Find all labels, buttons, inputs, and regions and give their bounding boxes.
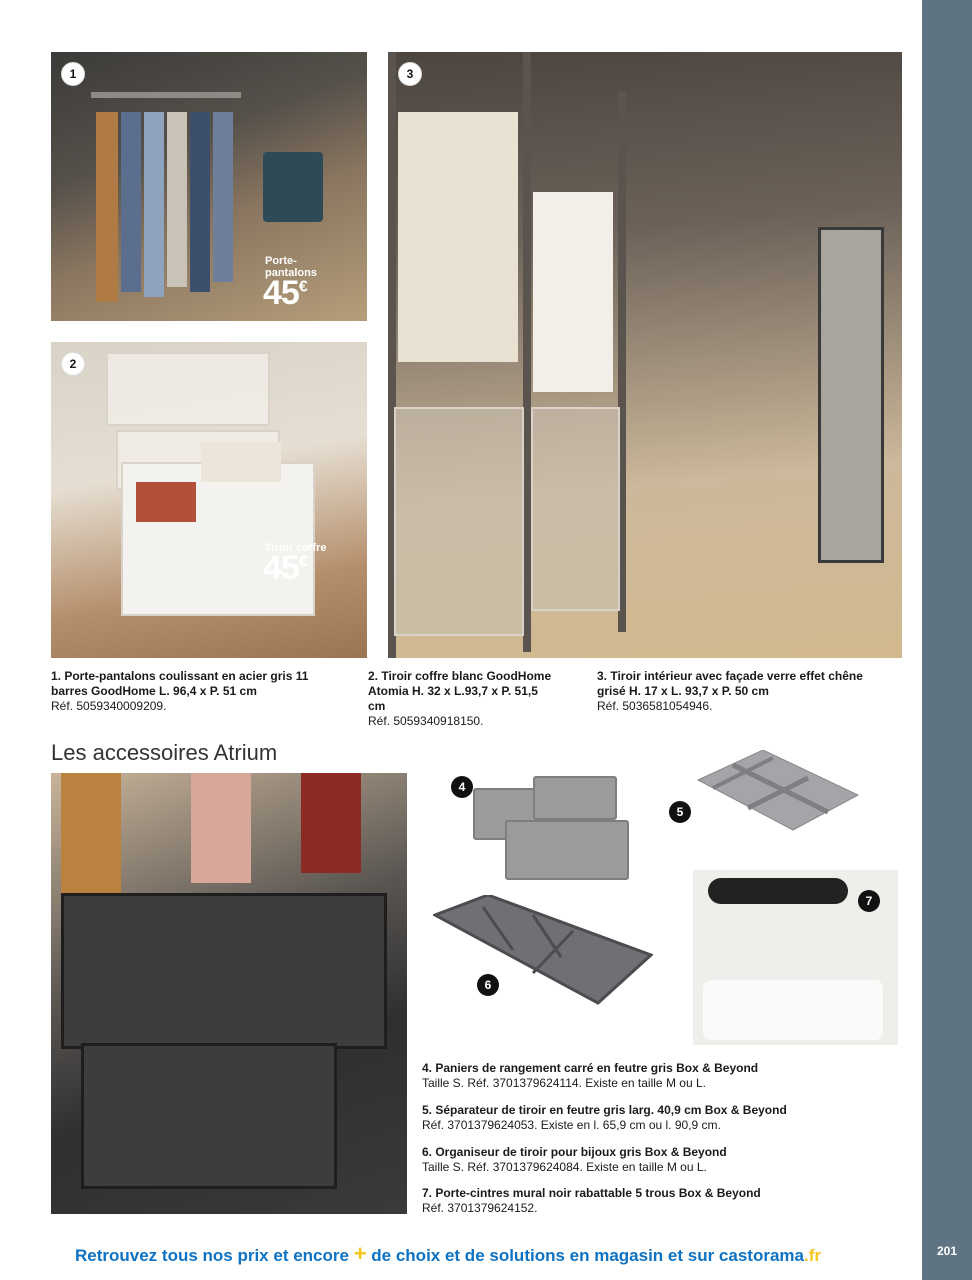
glass-drawers [531, 407, 620, 611]
badge: 3 [398, 62, 422, 86]
jewelry-tray [61, 893, 387, 1049]
divider-shape [693, 750, 863, 840]
caption-4 [422, 1061, 852, 1091]
hanging-clothes [301, 773, 361, 873]
felt-basket [533, 776, 617, 820]
bag [263, 152, 323, 222]
rack-rail [91, 92, 241, 98]
caption-2 [368, 669, 558, 729]
badge: 5 [669, 801, 691, 823]
white-shirts [703, 980, 883, 1040]
caption-ref: Réf. 5059340009209. [51, 699, 167, 713]
trousers [213, 112, 233, 282]
shelf-post [523, 52, 531, 652]
caption-3 [597, 669, 872, 714]
photo-chest-drawer [51, 342, 367, 658]
hanging-clothes [398, 112, 518, 362]
footer-text: de choix et de solutions en magasin et sur castorama [371, 1246, 804, 1265]
trousers [144, 112, 164, 297]
hanging-clothes [61, 773, 121, 893]
caption-6 [422, 1145, 852, 1175]
badge: 2 [61, 352, 85, 376]
trousers [190, 112, 210, 292]
side-band [922, 0, 972, 1280]
folded-fabric [201, 442, 281, 482]
price: 45€ [263, 549, 307, 587]
caption-title: 1. Porte-pantalons coulissant en acier gris 11 barres GoodHome L. 96,4 x P. 51 cm [51, 669, 309, 698]
caption-ref: Réf. 3701379624152. [422, 1201, 538, 1215]
trousers [167, 112, 187, 287]
jewelry-tray [81, 1043, 337, 1189]
caption-title: 3. Tiroir intérieur avec façade verre effet chêne grisé H. 17 x L. 93,7 x P. 50 cm [597, 669, 863, 698]
hanging-clothes [191, 773, 251, 883]
caption-ref: Réf. 5059340918150. [368, 714, 484, 728]
caption-title: 6. Organiseur de tiroir pour bijoux gris Box & Beyond [422, 1145, 727, 1159]
section-title: Les accessoires Atrium [51, 740, 278, 765]
hanging-clothes [533, 192, 613, 392]
caption-ref: Taille S. Réf. 3701379624114. Existe en taille M ou L. [422, 1076, 706, 1090]
plus-icon: + [353, 1241, 367, 1266]
caption-ref: Réf. 5036581054946. [597, 699, 713, 713]
trousers [121, 112, 141, 292]
drawer [106, 352, 270, 426]
footer-promo [75, 1241, 821, 1267]
caption-title: 2. Tiroir coffre blanc GoodHome Atomia H. 32 x L.93,7 x P. 51,5 cm [368, 669, 552, 713]
price-label: Tiroir coffre [265, 542, 327, 554]
photo-trouser-rack [51, 52, 367, 321]
badge: 1 [61, 62, 85, 86]
caption-ref: Taille S. Réf. 3701379624084. Existe en taille M ou L. [422, 1160, 707, 1174]
mirror [818, 227, 884, 563]
caption-ref: Réf. 3701379624053. Existe en l. 65,9 cm ou l. 90,9 cm. [422, 1118, 721, 1132]
glass-drawers [394, 407, 524, 636]
felt-basket [505, 820, 629, 880]
caption-1 [51, 669, 341, 714]
photo-walk-in-closet [388, 52, 902, 658]
caption-5 [422, 1103, 852, 1133]
price-label: Porte- pantalons [265, 255, 317, 279]
folded-fabric [136, 482, 196, 522]
caption-title: 5. Séparateur de tiroir en feutre gris larg. 40,9 cm Box & Beyond [422, 1103, 787, 1117]
footer-text: Retrouvez tous nos prix et encore [75, 1246, 349, 1265]
page-number: 201 [936, 1244, 958, 1258]
hanger-bar [708, 878, 848, 904]
caption-7 [422, 1186, 852, 1216]
badge: 6 [477, 974, 499, 996]
badge: 7 [858, 890, 880, 912]
caption-title: 4. Paniers de rangement carré en feutre gris Box & Beyond [422, 1061, 759, 1075]
product-felt-divider [693, 750, 863, 840]
trousers [96, 112, 118, 302]
caption-title: 7. Porte-cintres mural noir rabattable 5 trous Box & Beyond [422, 1186, 761, 1200]
price: 45€ [263, 274, 307, 312]
organizer-shape [433, 895, 653, 1005]
product-felt-baskets [473, 776, 633, 886]
footer-tld: .fr [803, 1246, 821, 1265]
photo-jewelry-drawer [51, 773, 407, 1214]
product-jewelry-organizer [433, 895, 653, 1005]
badge: 4 [451, 776, 473, 798]
